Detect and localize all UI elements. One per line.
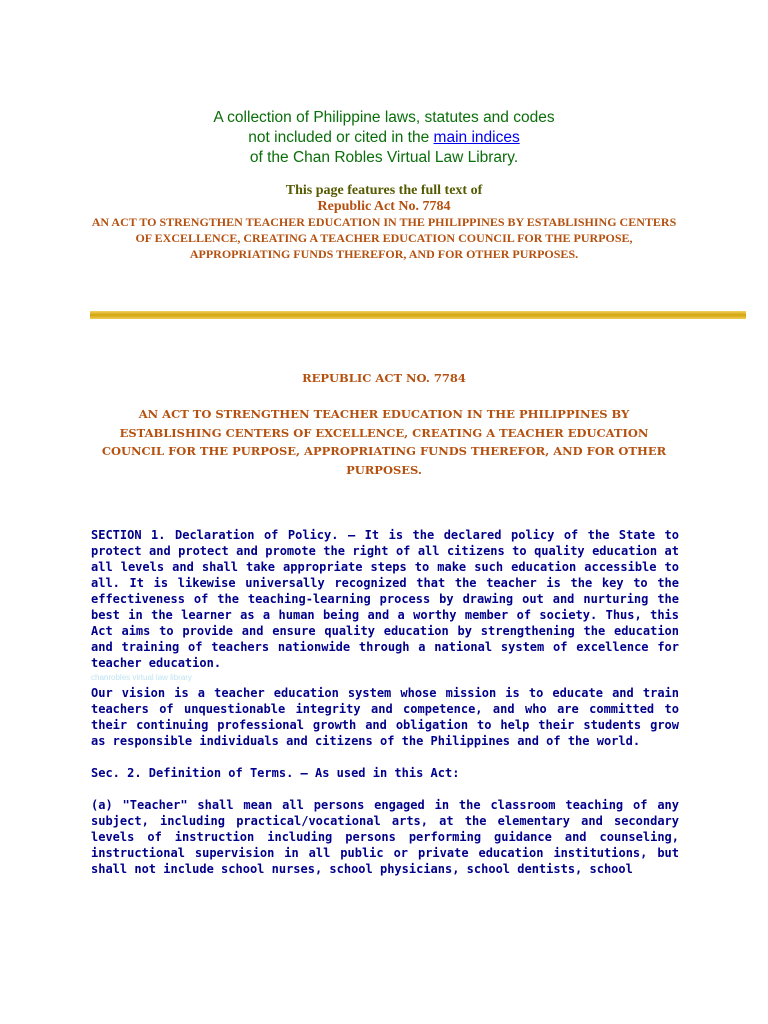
feature-act-title: AN ACT TO STRENGTHEN TEACHER EDUCATION IN THE PHILIPPINES BY ESTABLISHING CENTERS OF EXCELLENCE, CREATING A TEACHER EDUCATION COUNCIL FOR THE PURPOSE, APPROPRIATING FUNDS THEREFOR, AND FOR OTHER PURPOSES. bbox=[91, 215, 677, 261]
header-line-3-suffix: . bbox=[513, 149, 519, 166]
law-heading: REPUBLIC ACT NO. 7784 bbox=[302, 371, 466, 385]
header-line-1: A collection of Philippine laws, statutes and codes bbox=[213, 109, 555, 126]
section-2-text: Sec. 2. Definition of Terms. — As used in this Act: bbox=[91, 766, 460, 780]
law-body bbox=[91, 527, 679, 877]
feature-intro: This page features the full text of bbox=[285, 183, 483, 198]
section-1-text: SECTION 1. Declaration of Policy. — It is the declared policy of the State to protect and protect and promote the right of all citizens to quality education at all levels and shall take appropriate steps to make such education accessible to all. It is likewise universally recognized that the teacher is the key to the effectiveness of the teaching-learning process by drawing out and nurturing the best in the learner as a human being and a worthy member of society. Thus, this Act aims to provide and ensure quality education by strengthening the education and training of teachers nationwide through a national system of excellence for teacher education. bbox=[91, 528, 679, 670]
paragraph-gap bbox=[91, 749, 679, 765]
vision-text: Our vision is a teacher education system whose mission is to educate and train teachers of unquestionable integrity and competence, and who are committed to their continuing professional growth and obligation to help their students grow as responsible individuals and citizens of the Philippines and of the world. bbox=[91, 686, 679, 748]
header-line-2 bbox=[0, 128, 768, 148]
main-indices-link[interactable]: main indices bbox=[433, 129, 520, 146]
law-title-block bbox=[0, 371, 768, 479]
feature-ra-number: Republic Act No. 7784 bbox=[317, 198, 451, 214]
gold-divider bbox=[90, 311, 746, 319]
header-line-2-prefix: not included or cited in the bbox=[248, 129, 434, 146]
watermark-text: chanrobles virtual law library bbox=[91, 673, 192, 682]
collection-header bbox=[0, 108, 768, 168]
header-line-3-prefix: of the bbox=[249, 149, 293, 166]
library-name: Chan Robles Virtual Law Library bbox=[292, 149, 514, 166]
law-title: AN ACT TO STRENGTHEN TEACHER EDUCATION IN THE PHILIPPINES BY ESTABLISHING CENTERS OF EXCELLENCE, CREATING A TEACHER EDUCATION COUNCIL FOR THE PURPOSE, APPROPRIATING FUNDS THEREFOR, AND FOR OTHER PURPOSES. bbox=[101, 407, 667, 477]
definition-a-text: (a) "Teacher" shall mean all persons engaged in the classroom teaching of any subject, including practical/vocational arts, at the elementary and secondary levels of instruction including persons performing guidance and counseling, instructional supervision in all public or private education institutions, but shall not include school nurses, school physicians, school dentists, school bbox=[91, 798, 679, 876]
header-line-3 bbox=[0, 148, 768, 168]
feature-block bbox=[0, 183, 768, 262]
paragraph-gap bbox=[91, 781, 679, 797]
